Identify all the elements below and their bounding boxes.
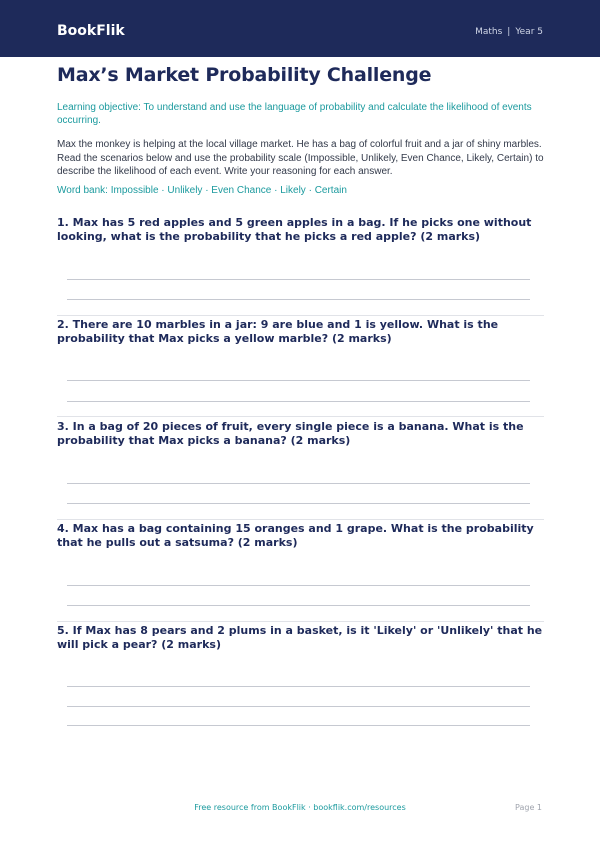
- worksheet-title: Max’s Market Probability Challenge: [57, 64, 432, 86]
- learning-objective: Learning objective: To understand and use the language of probability and calculate the likelihood of events occurring.: [57, 102, 532, 126]
- header-separator: |: [507, 27, 511, 37]
- answer-line[interactable]: [67, 299, 530, 300]
- question-4: 4. Max has a bag containing 15 oranges and 1 grape. What is the probability that he pulls out a satsuma? (2 marks): [57, 522, 534, 549]
- word-bank: Word bank: Impossible · Unlikely · Even Chance · Likely · Certain: [57, 185, 347, 196]
- section-divider: [57, 519, 544, 520]
- answer-line[interactable]: [67, 605, 530, 606]
- answer-line[interactable]: [67, 706, 530, 707]
- answer-line[interactable]: [67, 380, 530, 381]
- answer-line[interactable]: [67, 401, 530, 402]
- answer-line[interactable]: [67, 686, 530, 687]
- header-meta: [475, 27, 543, 37]
- year-label: Year 5: [515, 27, 543, 37]
- answer-line[interactable]: [67, 483, 530, 484]
- question-2: 2. There are 10 marbles in a jar: 9 are blue and 1 is yellow. What is the probability that Max picks a yellow marble? (2 marks): [57, 318, 499, 345]
- section-divider: [57, 416, 544, 417]
- answer-line[interactable]: [67, 725, 530, 726]
- question-5: 5. If Max has 8 pears and 2 plums in a basket, is it 'Likely' or 'Unlikely' that he will pick a pear? (2 marks): [57, 624, 543, 651]
- answer-line[interactable]: [67, 503, 530, 504]
- answer-line[interactable]: [67, 279, 530, 280]
- footer-resource-link[interactable]: Free resource from BookFlik · bookflik.com/resources: [194, 803, 406, 812]
- subject-label: Maths: [475, 27, 503, 37]
- section-divider: [57, 315, 544, 316]
- brand-logo-text: BookFlik: [57, 23, 125, 39]
- page-number: Page 1: [515, 803, 542, 812]
- page-header: [0, 0, 600, 57]
- question-3: 3. In a bag of 20 pieces of fruit, every single piece is a banana. What is the probability that Max picks a banana? (2 marks): [57, 420, 524, 447]
- section-divider: [57, 621, 544, 622]
- answer-line[interactable]: [67, 585, 530, 586]
- question-1: 1. Max has 5 red apples and 5 green apples in a bag. If he picks one without looking, what is the probability that he picks a red apple? (2 marks): [57, 216, 532, 243]
- intro-paragraph: Max the monkey is helping at the local village market. He has a bag of colorful fruit and a jar of shiny marbles. Read the scenarios below and use the probability scale (Impossible, Unlikely, Even Chance, Likely, Certain) to describe the likelihood of each event. Write your reasoning for each answer.: [57, 139, 544, 177]
